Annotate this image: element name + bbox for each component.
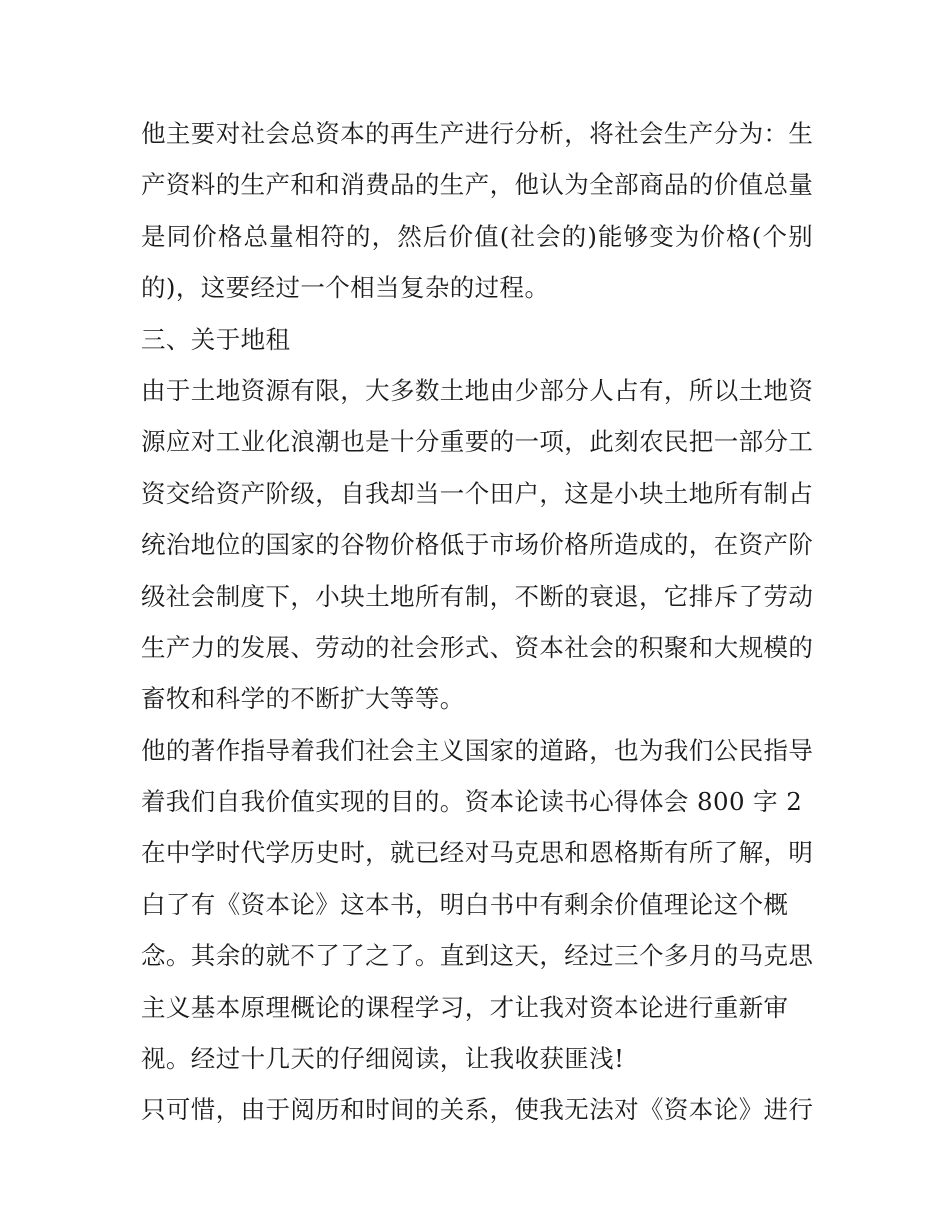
text-line: 是同价格总量相符的，然后价值(社会的)能够变为价格(个别 <box>141 221 813 251</box>
text-line: 的)，这要经过一个相当复杂的过程。 <box>141 273 550 303</box>
text-line: 他主要对社会总资本的再生产进行分析，将社会生产分为：生 <box>141 119 814 148</box>
text-line: 源应对工业化浪潮也是十分重要的一项，此刻农民把一部分工 <box>141 427 814 457</box>
text-line: 产资料的生产和和消费品的生产，他认为全部商品的价值总量 <box>141 170 814 200</box>
text-line: 在中学时代学历史时，就已经对马克思和恩格斯有所了解，明 <box>141 838 814 868</box>
document-body <box>141 108 813 1136</box>
text-line: 主义基本原理概论的课程学习，才让我对资本论进行重新审 <box>141 992 789 1022</box>
text-line: 白了有《资本论》这本书，明白书中有剩余价值理论这个概 <box>141 889 789 919</box>
text-line: 念。其余的就不了了之了。直到这天，经过三个多月的马克思 <box>141 941 814 971</box>
section-heading: 三、关于地租 <box>141 324 291 354</box>
text-line: 统治地位的国家的谷物价格低于市场价格所造成的，在资产阶 <box>141 530 814 560</box>
text-line: 畜牧和科学的不断扩大等等。 <box>141 684 465 714</box>
text-line: 生产力的发展、劳动的社会形式、资本社会的积聚和大规模的 <box>141 632 814 662</box>
text-line: 着我们自我价值实现的目的。资本论读书心得体会 800 字 2 <box>141 787 803 817</box>
text-line: 只可惜，由于阅历和时间的关系，使我无法对《资本论》进行 <box>141 1095 814 1125</box>
text-line: 由于土地资源有限，大多数土地由少部分人占有，所以土地资 <box>141 375 814 405</box>
text-line: 视。经过十几天的仔细阅读，让我收获匪浅! <box>141 1044 625 1074</box>
text-line: 资交给资产阶级，自我却当一个田户，这是小块土地所有制占 <box>141 478 814 508</box>
text-line: 他的著作指导着我们社会主义国家的道路，也为我们公民指导 <box>141 735 814 765</box>
text-line: 级社会制度下，小块土地所有制，不断的衰退，它排斥了劳动 <box>141 581 814 611</box>
